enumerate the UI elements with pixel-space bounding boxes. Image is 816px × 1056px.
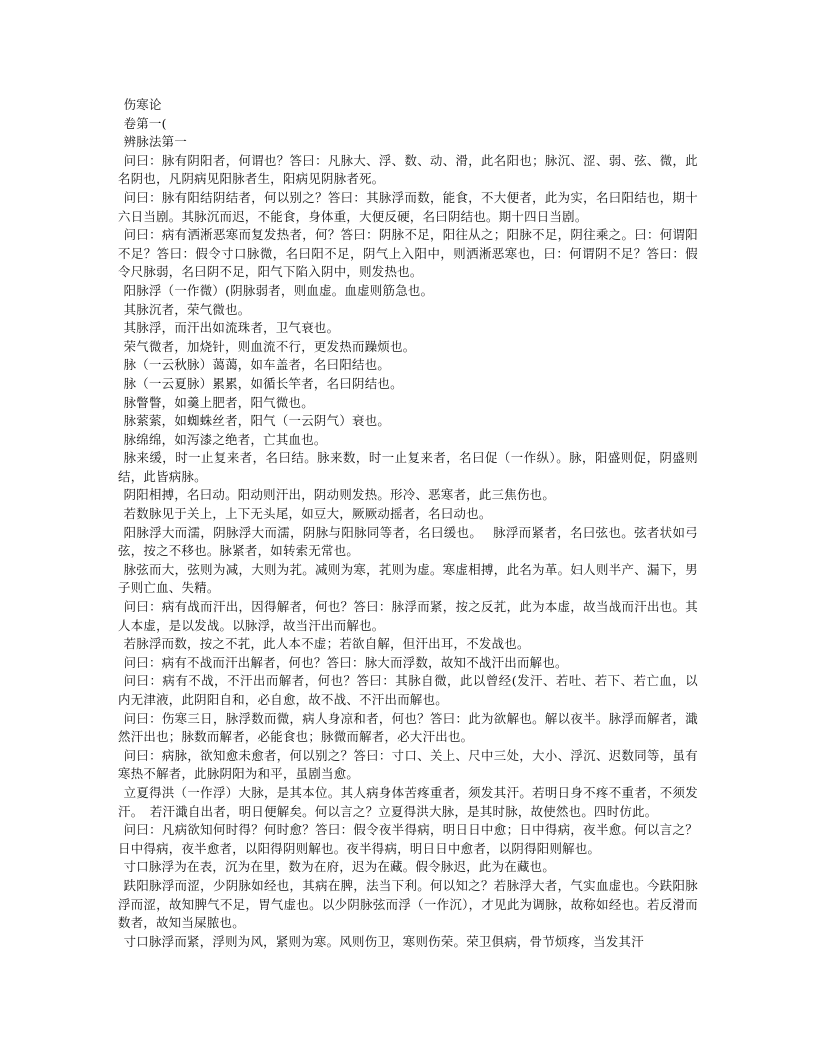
paragraph: 脉瞥瞥，如羹上肥者，阳气微也。 bbox=[123, 394, 314, 410]
paragraph: 脉（一云夏脉）累累，如循长竿者，名曰阴结也。 bbox=[123, 375, 403, 391]
paragraph: 问曰：伤寒三日，脉浮数而微，病人身凉和者，何也？答曰：此为欲解也。解以夜半。脉浮而解者，濈然汗出也；脉数而解者，必能食也；脉微而解者，必大汗出也。 bbox=[118, 710, 698, 745]
paragraph: 问曰：脉有阳结阴结者，何以别之？答曰：其脉浮而数，能食，不大便者，此为实，名曰阳结也，期十六日当剧。其脉沉而迟，不能食，身体重，大便反硬，名曰阴结也。期十四日当剧。 bbox=[118, 189, 698, 224]
paragraph: 问曰：病有不战，不汗出而解者，何也？答曰：其脉自微，此以曾经(发汗、若吐、若下、若亡血，以内无津液，此阴阳自和，必自愈，故不战、不汗出而解也。 bbox=[118, 673, 698, 707]
chapter-heading: 辨脉法第一 bbox=[123, 134, 188, 150]
paragraph: 阴阳相搏，名曰动。阳动则汗出，阴动则发热。形冷、恶寒者，此三焦伤也。 bbox=[123, 487, 556, 503]
volume-heading: 卷第一( bbox=[123, 115, 167, 131]
paragraph: 脉来缓，时一止复来者，名曰结。脉来数，时一止复来者，名曰促（一作纵）。脉，阳盛则促，阴盛则结，此皆病脉。 bbox=[118, 450, 698, 484]
paragraph: 问曰：凡病欲知何时得？何时愈？答曰：假令夜半得病，明日日中愈；日中得病，夜半愈。何以言之？日中得病，夜半愈者，以阳得阴则解也。夜半得病，明日日中愈者，以阴得阳则解也。 bbox=[118, 822, 698, 856]
paragraph: 若脉浮而数，按之不芤，此人本不虚；若欲自解，但汗出耳，不发战也。 bbox=[123, 636, 530, 652]
paragraph: 若数脉见于关上，上下无头尾，如豆大，厥厥动摇者，名曰动也。 bbox=[123, 506, 492, 522]
paragraph: 问曰：病有洒淅恶寒而复发热者，何？答曰：阴脉不足，阳往从之；阳脉不足，阴往乘之。曰：何谓阳不足？答曰：假令寸口脉微，名曰阳不足，阴气上入阳中，则洒淅恶寒也，曰：何谓阴不足？答曰：假令尺脉弱，名曰阴不足，阳气下陷入阴中，则发热也。 bbox=[118, 227, 698, 280]
paragraph: 荣气微者，加烧针，则血流不行，更发热而躁烦也。 bbox=[123, 338, 416, 354]
paragraph: 问曰：病有不战而汗出解者，何也？答曰：脉大而浮数，故知不战汗出而解也。 bbox=[123, 654, 568, 670]
paragraph: 问曰：病有战而汗出，因得解者，何也？答曰：脉浮而紧，按之反芤，此为本虚，故当战而汗出也。其人本虚，是以发战。以脉浮，故当汗出而解也。 bbox=[118, 599, 698, 633]
paragraph: 寸口脉浮而紧，浮则为风，紧则为寒。风则伤卫，寒则伤荣。荣卫俱病，骨节烦疼，当发其汗 bbox=[123, 933, 644, 949]
paragraph: 立夏得洪（一作浮）大脉，是其本位。其人病身体苦疼重者，须发其汗。若明日身不疼不重者，不须发汗。 若汗濈自出者，明日便解矣。何以言之？立夏得洪大脉，是其时脉，故使然也。四时仿此。 bbox=[118, 784, 698, 819]
paragraph: 其脉沉者，荣气微也。 bbox=[123, 301, 251, 317]
paragraph: 脉萦萦，如蜘蛛丝者，阳气（一云阴气）衰也。 bbox=[123, 413, 391, 429]
paragraph: 问曰：脉有阴阳者，何谓也？答曰：凡脉大、浮、数、动、滑，此名阳也；脉沉、涩、弱、弦、微，此名阴也，凡阴病见阳脉者生，阳病见阴脉者死。 bbox=[118, 152, 698, 187]
paragraph: 寸口脉浮为在表，沉为在里，数为在府，迟为在藏。假令脉迟，此为在藏也。 bbox=[123, 859, 556, 875]
paragraph: 其脉浮，而汗出如流珠者，卫气衰也。 bbox=[123, 320, 340, 336]
paragraph: 问曰：病脉，欲知愈未愈者，何以别之？答曰：寸口、关上、尺中三处，大小、浮沉、迟数同等，虽有寒热不解者，此脉阴阳为和平，虽剧当愈。 bbox=[118, 747, 698, 782]
paragraph: 脉（一云秋脉）蔼蔼，如车盖者，名曰阳结也。 bbox=[123, 357, 391, 373]
paragraph: 脉弦而大，弦则为减，大则为芤。减则为寒，芤则为虚。寒虚相搏，此名为革。妇人则半产、漏下，男子则亡血、失精。 bbox=[118, 561, 698, 596]
document-page bbox=[118, 96, 698, 951]
paragraph: 趺阳脉浮而涩，少阴脉如经也，其病在脾，法当下利。何以知之？若脉浮大者，气实血虚也。今趺阳脉浮而涩，故知脾气不足，胃气虚也。以少阴脉弦而浮（一作沉），才见此为调脉，故称如经也。若反滑而数者，故知当屎脓也。 bbox=[118, 877, 698, 931]
paragraph: 阳脉浮（一作微）(阴脉弱者，则血虚。血虚则筋急也。 bbox=[123, 282, 434, 298]
book-title: 伤寒论 bbox=[123, 97, 162, 112]
paragraph: 脉绵绵，如泻漆之绝者，亡其血也。 bbox=[123, 431, 327, 447]
paragraph: 阳脉浮大而濡，阴脉浮大而濡，阴脉与阳脉同等者，名曰缓也。 脉浮而紧者，名曰弦也。弦者状如弓弦，按之不移也。脉紧者，如转索无常也。 bbox=[118, 524, 698, 559]
